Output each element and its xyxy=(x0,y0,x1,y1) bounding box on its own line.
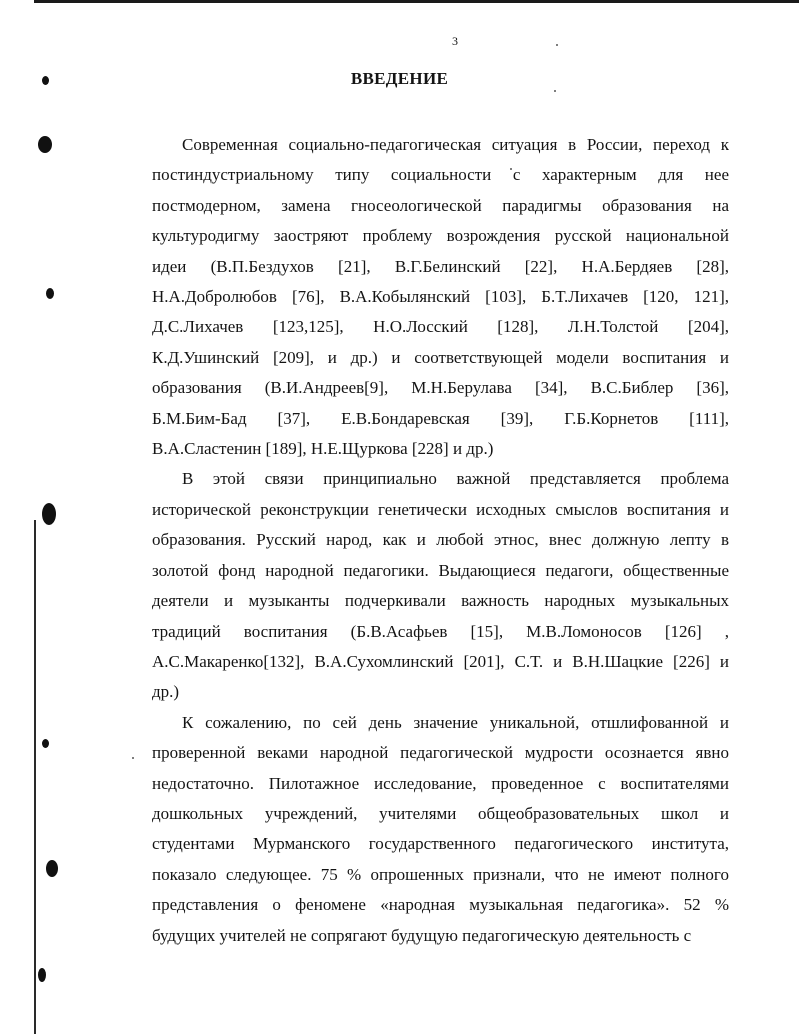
page-number: 3 xyxy=(452,34,458,48)
text-line: деятели и музыканты подчеркивали важность народных музыкальных xyxy=(152,591,729,611)
text-line: Н.А.Добролюбов [76], В.А.Кобылянский [103], Б.Т.Лихачев [120, 121], xyxy=(152,287,729,307)
scan-speck xyxy=(556,44,558,46)
scan-blot xyxy=(42,739,49,748)
text-line: Б.М.Бим-Бад [37], Е.В.Бондаревская [39], Г.Б.Корнетов [111], xyxy=(152,408,729,428)
text-line: Современная социально-педагогическая ситуация в России, переход к xyxy=(182,135,729,154)
scan-blot xyxy=(38,136,52,153)
scan-left-edge xyxy=(34,520,36,1034)
page-title: ВВЕДЕНИЕ xyxy=(350,69,449,88)
scan-top-edge xyxy=(34,0,799,3)
text-line: образования. Русский народ, как и любой этнос, внес должную лепту в xyxy=(152,530,729,550)
scan-blot xyxy=(38,968,46,982)
text-line: студентами Мурманского государственного педагогического института, xyxy=(152,834,729,854)
text-line: проверенной веками народной педагогической мудрости осознается явно xyxy=(152,743,729,763)
paragraph xyxy=(152,464,729,707)
text-line: исторической реконструкции генетически исходных смыслов воспитания и xyxy=(152,499,729,519)
text-line: В этой связи принципиально важной представляется проблема xyxy=(182,469,729,489)
text-line: постмодерном, замена гносеологической парадигмы образования на xyxy=(152,195,729,215)
body-text xyxy=(152,130,729,951)
paragraph xyxy=(152,708,729,951)
scan-blot xyxy=(46,860,58,877)
scan-speck xyxy=(554,90,556,92)
scan-blot xyxy=(42,503,56,525)
text-line: А.С.Макаренко[132], В.А.Сухомлинский [201], С.Т. и В.Н.Шацкие [226] и xyxy=(152,651,729,671)
text-line: К сожалению, по сей день значение уникальной, отшлифованной и xyxy=(182,712,729,732)
text-line: показало следующее. 75 % опрошенных признали, что не имеют полного xyxy=(152,864,729,884)
text-line: К.Д.Ушинский [209], и др.) и соответствующей модели воспитания и xyxy=(152,347,729,367)
scan-speck xyxy=(132,757,134,759)
text-line: В.А.Сластенин [189], Н.Е.Щуркова [228] и др.) xyxy=(152,439,494,459)
text-line: недостаточно. Пилотажное исследование, проведенное с воспитателями xyxy=(152,773,729,793)
text-line: золотой фонд народной педагогики. Выдающиеся педагоги, общественные xyxy=(152,560,729,580)
paragraph xyxy=(152,130,729,464)
text-line: постиндустриальному типу социальности с характерным для нее xyxy=(152,165,729,185)
text-line: будущих учителей не сопрягают будущую педагогическую деятельность с xyxy=(152,925,692,945)
text-line: традиций воспитания (Б.В.Асафьев [15], М.В.Ломоносов [126] , xyxy=(152,621,729,641)
scan-blot xyxy=(46,288,54,299)
text-line: идеи (В.П.Бездухов [21], В.Г.Белинский [22], Н.А.Бердяев [28], xyxy=(152,256,729,276)
text-line: дошкольных учреждений, учителями общеобразовательных школ и xyxy=(152,803,729,823)
text-line: представления о феномене «народная музыкальная педагогика». 52 % xyxy=(152,895,729,915)
text-line: культуродигму заостряют проблему возрождения русской национальной xyxy=(152,226,729,246)
text-line: образования (В.И.Андреев[9], М.Н.Берулава [34], В.С.Библер [36], xyxy=(152,378,729,398)
text-line: Д.С.Лихачев [123,125], Н.О.Лосский [128], Л.Н.Толстой [204], xyxy=(152,317,729,337)
text-line: др.) xyxy=(152,682,180,702)
